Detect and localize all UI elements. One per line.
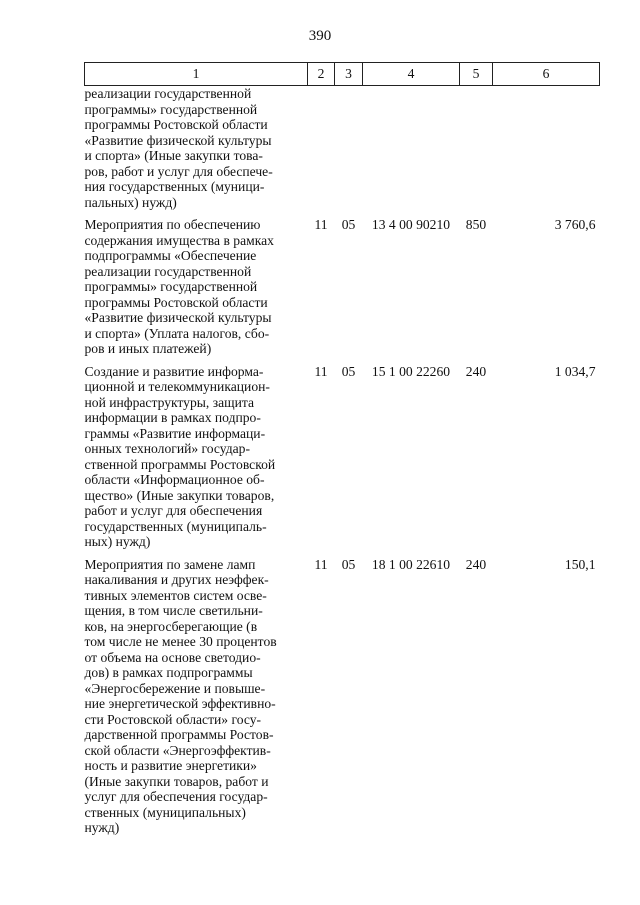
budget-table [84,62,600,836]
header-row [85,63,600,86]
row-subsection [335,86,363,211]
description-line: сти Ростовской области» госу- [84,711,262,727]
table-header [85,63,600,86]
description-line: ния государственных (муници- [84,179,265,194]
description-line: граммы «Развитие информаци- [84,425,266,441]
description-line: ние энергетической эффективно- [84,696,276,711]
table-row [85,550,600,836]
description-line: государственных (муниципаль- [84,518,267,534]
description-line: ных) нужд) [84,534,151,549]
description-line: ционной и телекоммуникацион- [84,379,270,394]
description-line: ность и развитие энергетики» [84,758,257,773]
description-line: информации в рамках подпро- [84,410,261,425]
description-line: «Развитие физической культуры [84,310,272,325]
row-amount: 3 760,6 [554,217,596,232]
description-line: дов) в рамках подпрограммы [84,665,253,680]
description-line: ков, на энергосберегающие (в [84,618,258,634]
row-target-article: 18 1 00 22610 [371,556,451,572]
header-col-1: 1 [85,63,308,86]
description-line: от объема на основе светодио- [84,649,261,665]
row-amount [493,86,600,211]
row-section: 11 [314,363,328,379]
page-number: 390 [308,28,332,44]
row-section [308,86,335,211]
row-expense-type: 240 [465,363,487,379]
description-line: ской области «Энергоэффектив- [84,742,271,758]
header-col-4: 4 [363,63,460,86]
row-target-article [363,86,460,211]
header-col-6: 6 [493,63,600,86]
description-line: дарственной программы Ростов- [84,727,274,742]
description-line: тивных элементов систем осве- [84,587,267,603]
table-row [85,86,600,211]
description-line: пальных) нужд) [84,194,177,210]
row-expense-type: 240 [465,556,487,572]
description-line: программы Ростовской области [84,117,268,132]
header-col-5: 5 [460,63,493,86]
row-amount: 1 034,7 [554,363,596,379]
description-line: области «Информационное об- [84,472,265,487]
description-line: Мероприятия по замене ламп [84,556,256,572]
description-line: содержания имущества в рамках [84,232,274,248]
header-col-2: 2 [308,63,335,86]
description-line: ров и иных платежей) [84,341,212,356]
header-col-3: 3 [335,63,363,86]
description-line: Мероприятия по обеспечению [84,217,261,232]
row-expense-type: 850 [465,217,487,232]
description-line: ственных (муниципальных) [84,804,246,820]
description-line: «Энергосбережение и повыше- [84,680,266,696]
row-subsection: 05 [341,556,356,572]
description-line: программы» государственной [84,101,258,117]
row-expense-type [460,86,493,211]
description-line: ров, работ и услуг для обеспече- [84,163,273,179]
description-line: том числе не менее 30 процентов [84,634,277,649]
row-section: 11 [314,217,328,232]
row-description [85,357,308,550]
row-description [85,210,308,357]
description-line: ной инфраструктуры, защита [84,394,254,410]
description-line: реализации государственной [84,263,252,279]
row-description [85,86,308,211]
description-line: Создание и развитие информа- [84,363,264,379]
description-line: щество» (Иные закупки товаров, [84,487,275,503]
description-line: программы Ростовской области [84,294,268,310]
description-line: ственной программы Ростовской [84,456,276,472]
description-line: программы» государственной [84,279,258,294]
description-line: нужд) [84,820,120,835]
table-row [85,210,600,357]
row-subsection: 05 [341,217,356,232]
row-subsection: 05 [341,363,356,379]
row-target-article: 13 4 00 90210 [371,217,451,232]
row-amount: 150,1 [564,556,596,572]
description-line: и спорта» (Иные закупки това- [84,148,263,163]
table-body [85,86,600,836]
row-target-article: 15 1 00 22260 [371,363,451,379]
description-line: реализации государственной [84,86,252,101]
table-row [85,357,600,550]
description-line: (Иные закупки товаров, работ и [84,773,269,789]
description-line: «Развитие физической культуры [84,132,272,148]
description-line: накаливания и других неэффек- [84,572,269,587]
description-line: и спорта» (Уплата налогов, сбо- [84,325,270,341]
description-line: онных технологий» государ- [84,441,251,456]
description-line: работ и услуг для обеспечения [84,503,263,518]
row-section: 11 [314,556,328,572]
description-line: подпрограммы «Обеспечение [84,248,257,263]
description-line: услуг для обеспечения государ- [84,789,268,804]
description-line: щения, в том числе светильни- [84,603,263,618]
row-description [85,550,308,836]
